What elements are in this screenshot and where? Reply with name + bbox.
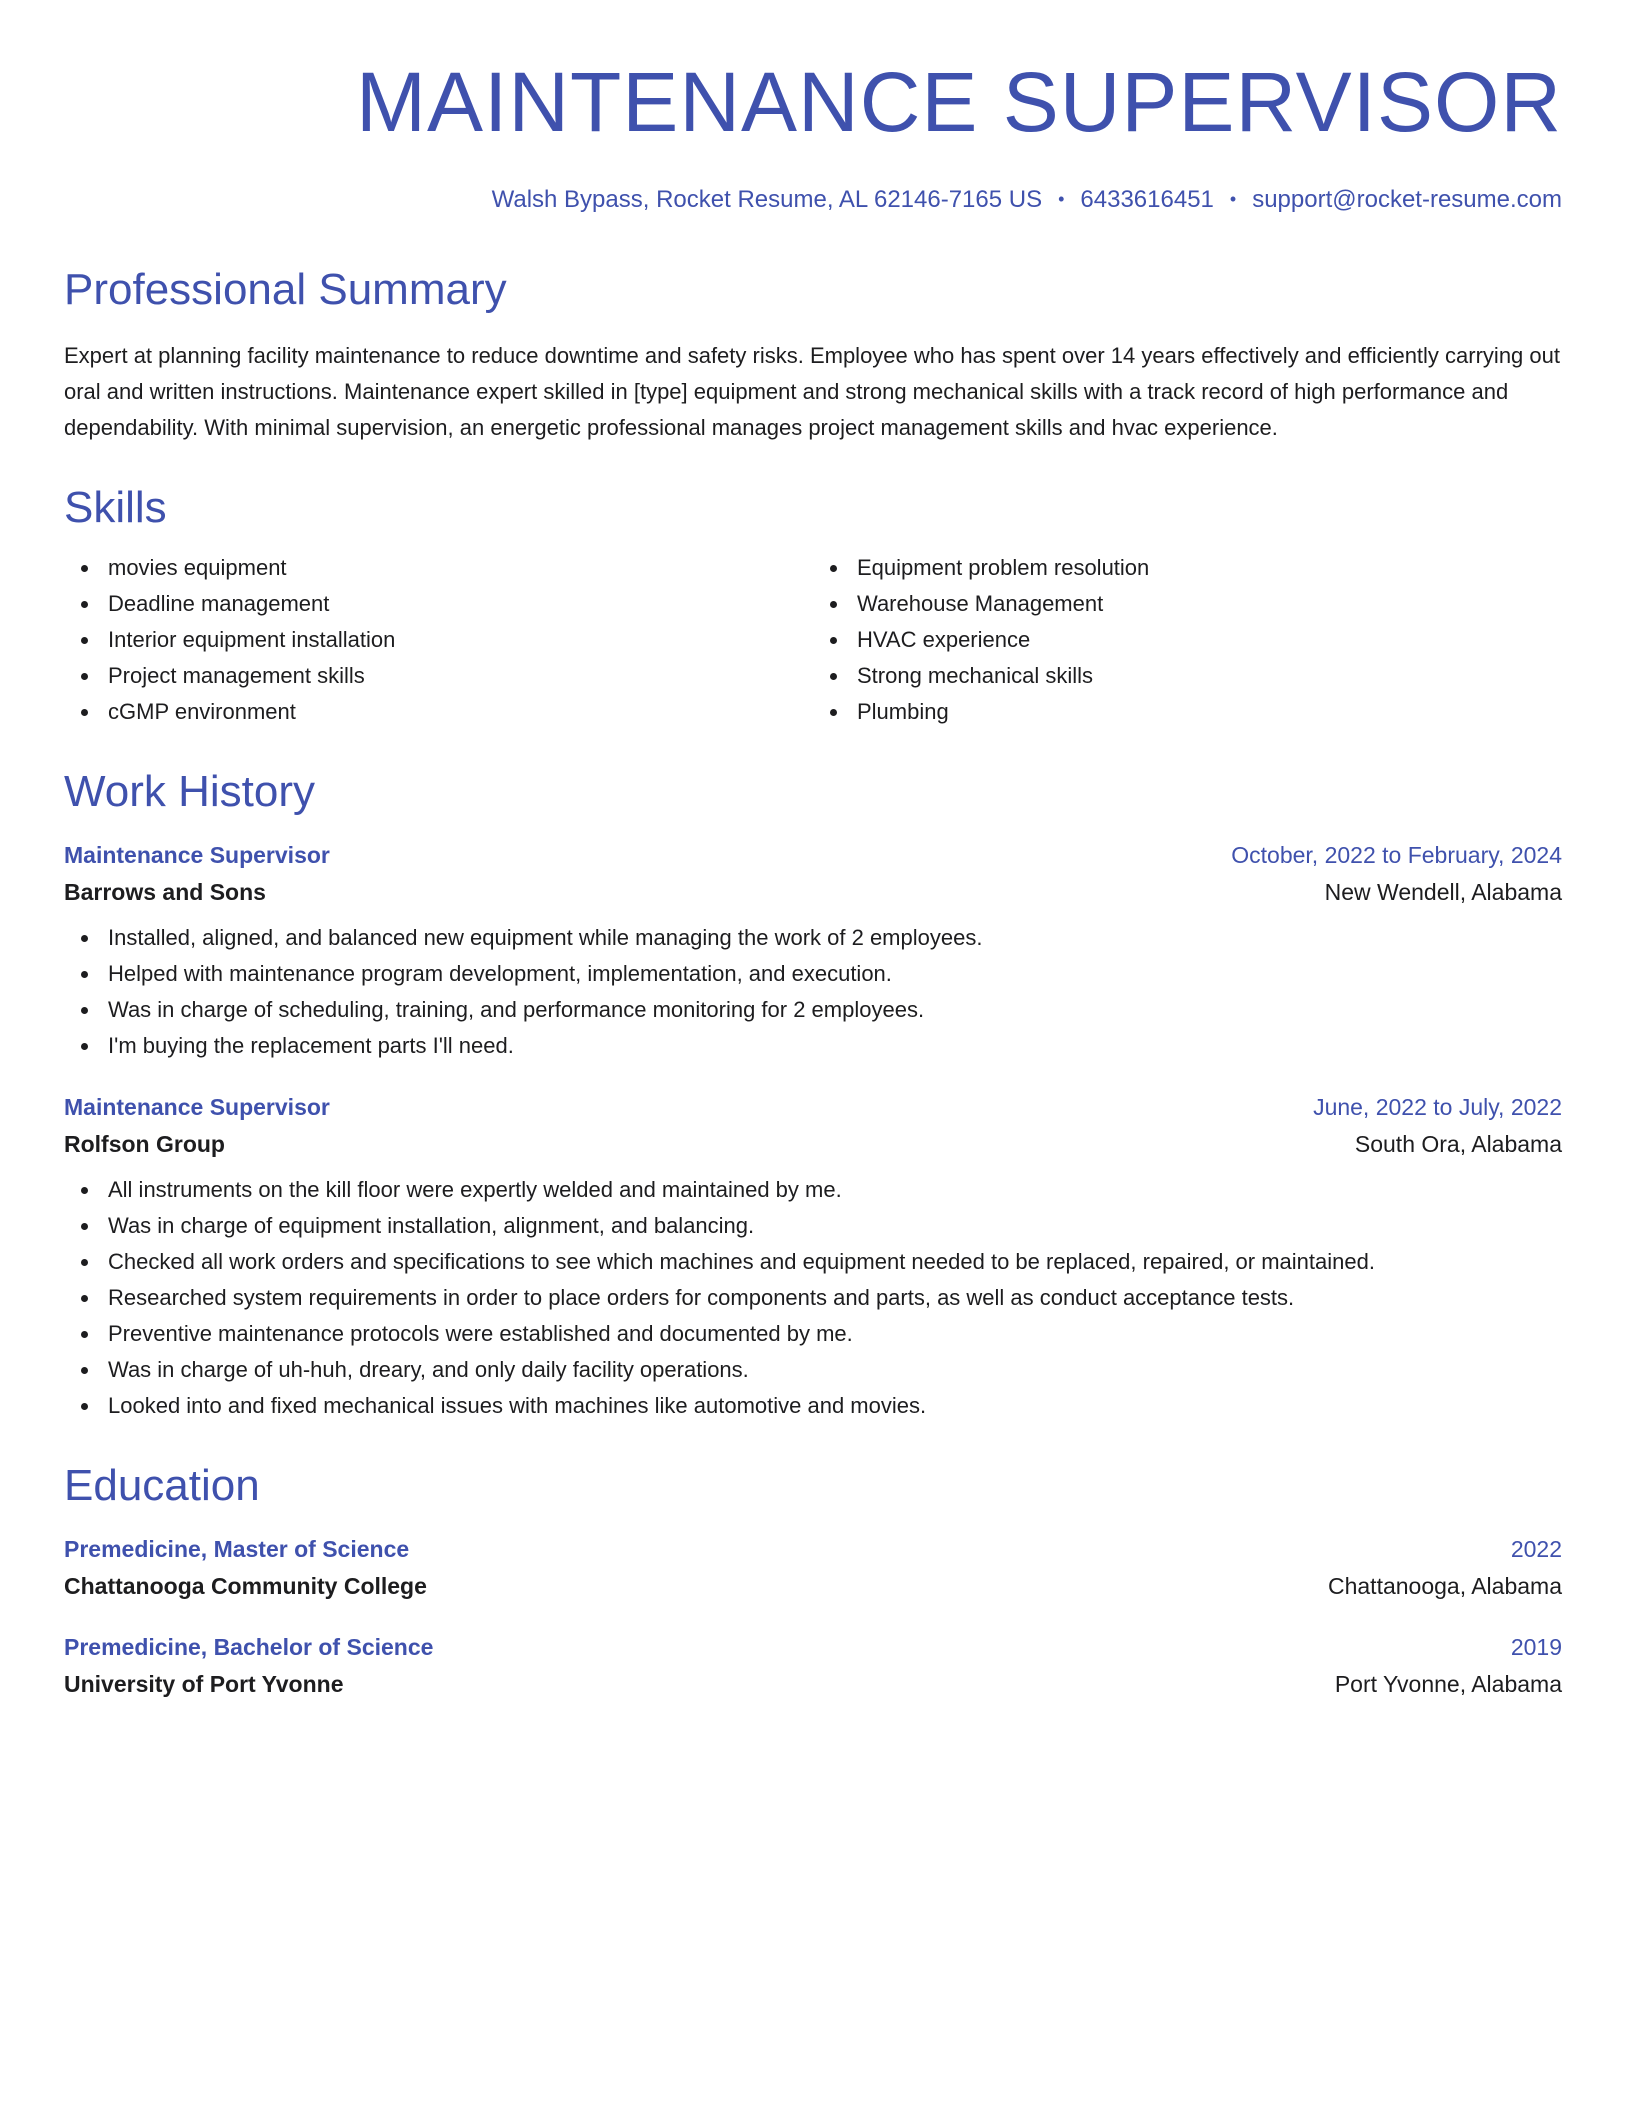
- skills-section: [64, 483, 1562, 730]
- skill-item: Plumbing: [857, 694, 1562, 730]
- education-section: [64, 1461, 1562, 1698]
- section-heading-work: Work History: [64, 767, 315, 816]
- contact-email: support@rocket-resume.com: [1252, 186, 1562, 213]
- job-bullet: Was in charge of uh-huh, dreary, and only daily facility operations.: [108, 1352, 1562, 1388]
- education-degree: Premedicine, Bachelor of Science: [64, 1634, 434, 1660]
- job-bullet: Researched system requirements in order to place orders for components and parts, as well as conduct acceptance tests.: [108, 1280, 1562, 1316]
- job-bullet: Installed, aligned, and balanced new equipment while managing the work of 2 employees.: [108, 920, 1562, 956]
- job-bullet: Looked into and fixed mechanical issues with machines like automotive and movies.: [108, 1388, 1562, 1424]
- job-role: Maintenance Supervisor: [64, 1094, 330, 1120]
- skill-item: movies equipment: [108, 550, 813, 586]
- resume-title: MAINTENANCE SUPERVISOR: [356, 55, 1562, 149]
- job-bullet: Was in charge of equipment installation, alignment, and balancing.: [108, 1208, 1562, 1244]
- skills-grid: [64, 550, 1562, 730]
- education-degree-row: [64, 1634, 1562, 1661]
- job-bullet: All instruments on the kill floor were expertly welded and maintained by me.: [108, 1172, 1562, 1208]
- job-bullet: Preventive maintenance protocols were established and documented by me.: [108, 1316, 1562, 1352]
- job-bullet: Was in charge of scheduling, training, and performance monitoring for 2 employees.: [108, 992, 1562, 1028]
- job-location: South Ora, Alabama: [1354, 1131, 1562, 1157]
- skills-column-left: [64, 550, 813, 730]
- skill-item: Strong mechanical skills: [857, 658, 1562, 694]
- skill-item: Project management skills: [108, 658, 813, 694]
- education-school-row: [64, 1563, 1562, 1600]
- summary-text: Expert at planning facility maintenance to reduce downtime and safety risks. Employee who has spent over 14 years effectively and efficiently carrying out oral and written instructions. Maintenance expert skilled in [type] equipment and strong mechanical skills with a track record of high performance and dependability. With minimal supervision, an energetic professional manages project management skills and hvac experience.: [64, 343, 1560, 440]
- contact-address: Walsh Bypass, Rocket Resume, AL 62146-7165 US: [491, 186, 1043, 213]
- job-location: New Wendell, Alabama: [1324, 879, 1562, 905]
- job-entry: [64, 842, 1562, 1064]
- section-heading-summary: Professional Summary: [64, 265, 507, 314]
- skill-item: Warehouse Management: [857, 586, 1562, 622]
- education-location: Port Yvonne, Alabama: [1334, 1671, 1562, 1697]
- education-entry: [64, 1634, 1562, 1698]
- skill-item: cGMP environment: [108, 694, 813, 730]
- job-bullet: I'm buying the replacement parts I'll need.: [108, 1028, 1562, 1064]
- job-title-row: [64, 1094, 1562, 1121]
- section-heading-skills: Skills: [64, 483, 167, 532]
- education-degree: Premedicine, Master of Science: [64, 1536, 410, 1562]
- work-history-section: [64, 767, 1562, 1424]
- skill-item: Deadline management: [108, 586, 813, 622]
- contact-line: [64, 186, 1562, 214]
- skill-item: HVAC experience: [857, 622, 1562, 658]
- education-entry: [64, 1536, 1562, 1600]
- education-school: University of Port Yvonne: [64, 1671, 344, 1697]
- job-bullets: [64, 920, 1562, 1064]
- resume-page: [64, 40, 1562, 1698]
- education-school: Chattanooga Community College: [64, 1573, 427, 1599]
- job-bullet: Checked all work orders and specifications to see which machines and equipment needed to be replaced, repaired, or maintained.: [108, 1244, 1562, 1280]
- skills-column-right: [813, 550, 1562, 730]
- job-dates: October, 2022 to February, 2024: [1231, 842, 1562, 868]
- job-entry: [64, 1094, 1562, 1424]
- job-company-row: [64, 869, 1562, 906]
- job-company: Rolfson Group: [64, 1131, 225, 1157]
- job-role: Maintenance Supervisor: [64, 842, 330, 868]
- job-company: Barrows and Sons: [64, 879, 266, 905]
- resume-header: [64, 55, 1562, 214]
- skill-item: Equipment problem resolution: [857, 550, 1562, 586]
- job-bullets: [64, 1172, 1562, 1424]
- education-degree-row: [64, 1536, 1562, 1563]
- education-year: 2019: [1510, 1634, 1562, 1660]
- professional-summary-section: [64, 265, 1562, 446]
- job-title-row: [64, 842, 1562, 869]
- education-year: 2022: [1510, 1536, 1562, 1562]
- bullet-separator-icon: •: [1058, 189, 1065, 209]
- job-dates: June, 2022 to July, 2022: [1313, 1094, 1562, 1120]
- contact-phone: 6433616451: [1080, 186, 1214, 213]
- education-location: Chattanooga, Alabama: [1327, 1573, 1562, 1599]
- bullet-separator-icon: •: [1229, 189, 1237, 209]
- education-school-row: [64, 1661, 1562, 1698]
- skill-item: Interior equipment installation: [108, 622, 813, 658]
- job-bullet: Helped with maintenance program development, implementation, and execution.: [108, 956, 1562, 992]
- job-company-row: [64, 1121, 1562, 1158]
- section-heading-education: Education: [64, 1461, 260, 1510]
